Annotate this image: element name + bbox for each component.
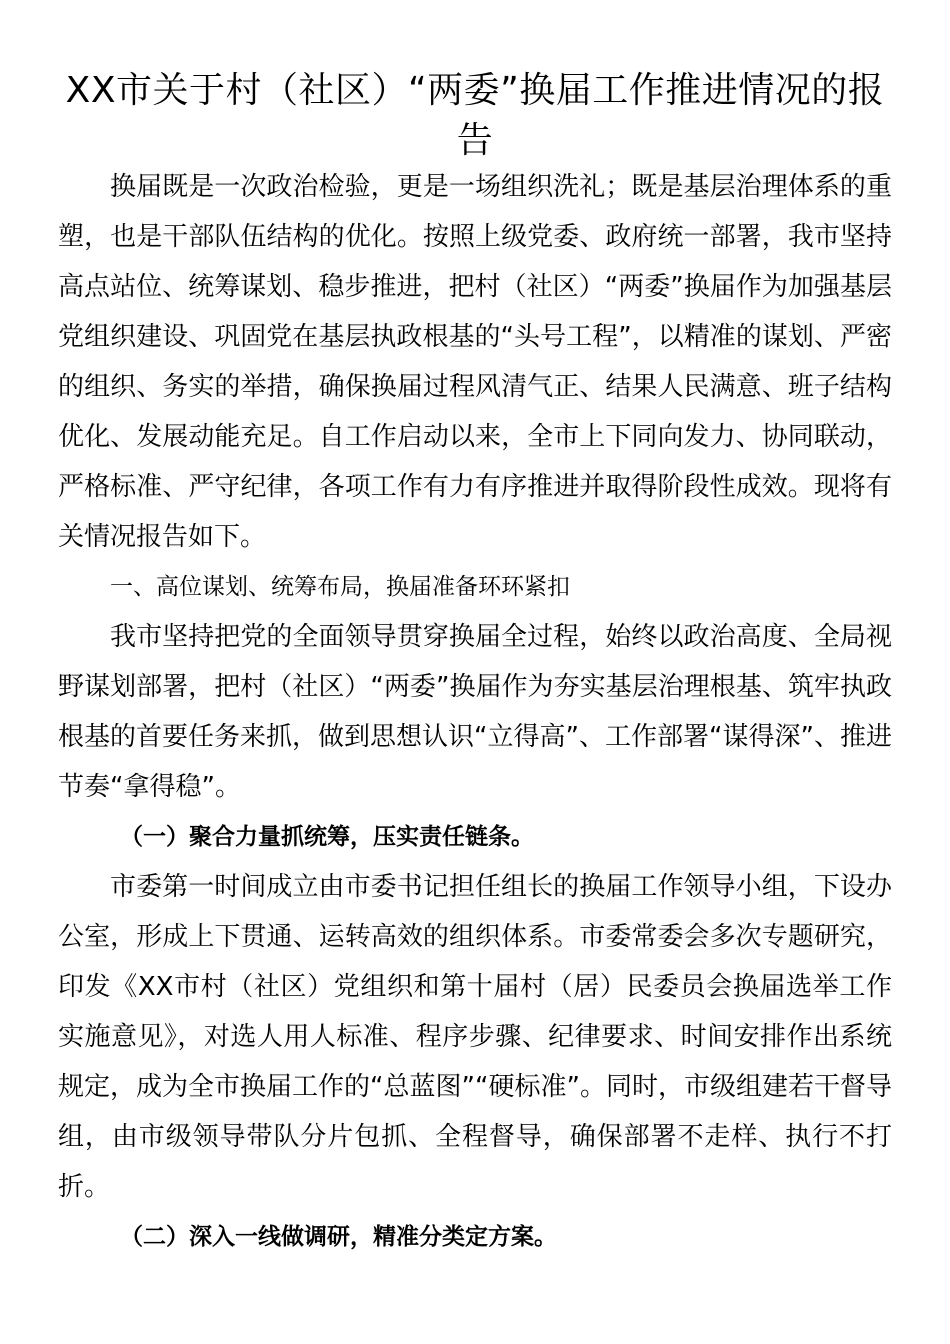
section-1-heading: 一、高位谋划、统筹布局，换届准备环环紧扣 [110, 574, 570, 600]
document-title: XX市关于村（社区）“两委”换届工作推进情况的报告 [65, 70, 885, 161]
subsection-1-heading: （一）聚合力量抓统筹，压实责任链条。 [120, 824, 534, 850]
subsection-1-paragraph: 市委第一时间成立由市委书记担任组长的换届工作领导小组，下设办公室，形成上下贯通、运转高效的组织体系。市委常委会多次专题研究，印发《XX市村（社区）党组织和第十届村（居）民委员会换届选举工作实施意见》，对选人用人标准、程序步骤、纪律要求、时间安排作出系统规定，成为全市换届工作的“总蓝图”“硬标准”。同时，市级组建若干督导组，由市级领导带队分片包抓、全程督导，确保部署不走样、执行不打折。 [58, 872, 892, 1202]
document-body [58, 162, 892, 1262]
subsection-2-heading: （二）深入一线做调研，精准分类定方案。 [120, 1224, 557, 1250]
section-1-paragraph: 我市坚持把党的全面领导贯穿换届全过程，始终以政治高度、全局视野谋划部署，把村（社区）“两委”换届作为夯实基层治理根基、筑牢执政根基的首要任务来抓，做到思想认识“立得高”、工作部署“谋得深”、推进节奏“拿得稳”。 [58, 622, 892, 802]
intro-paragraph: 换届既是一次政治检验，更是一场组织洗礼；既是基层治理体系的重塑，也是干部队伍结构的优化。按照上级党委、政府统一部署，我市坚持高点站位、统筹谋划、稳步推进，把村（社区）“两委”换届作为加强基层党组织建设、巩固党在基层执政根基的“头号工程”，以精准的谋划、严密的组织、务实的举措，确保换届过程风清气正、结果人民满意、班子结构优化、发展动能充足。自工作启动以来，全市上下同向发力、协同联动，严格标准、严守纪律，各项工作有力有序推进并取得阶段性成效。现将有关情况报告如下。 [58, 172, 892, 552]
